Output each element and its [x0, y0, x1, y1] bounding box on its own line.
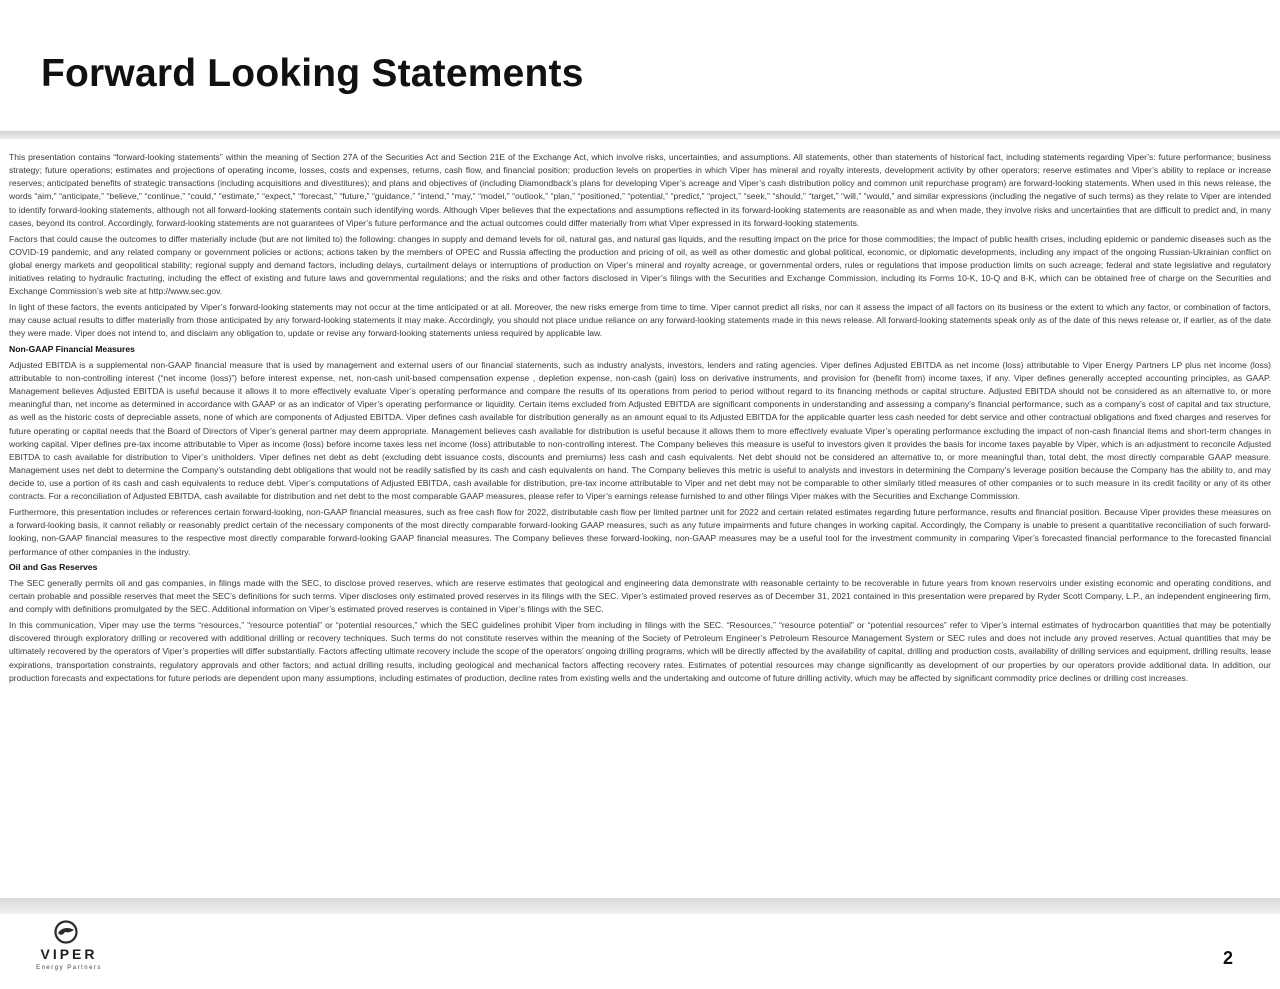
logo-wordmark: VIPER: [40, 946, 98, 962]
viper-logo: [28, 918, 110, 972]
header-divider: [0, 131, 1280, 139]
logo-subtext: Energy Partners: [36, 965, 102, 971]
reliance-paragraph: In light of these factors, the events anticipated by Viper’s forward-looking statements may not occur at the time anticipated or at all. Moreover, the new risks emerge from time to time. Viper cannot predict all risks, nor can it assess the impact of all factors on its business or the extent to which any factor, or combination of factors, may cause actual results to differ materially from those anticipated by any forward-looking statements it may make. Accordingly, you should not place undue reliance on any forward-looking statements made in this news release. All forward-looking statements speak only as of the date of this news release or, if earlier, as of the date they were made. Viper does not intend to, and disclaim any obligation to, update or revise any forward-looking statements unless required by applicable law.: [9, 301, 1271, 339]
non-gaap-heading: Non-GAAP Financial Measures: [9, 343, 135, 354]
page-title: Forward Looking Statements: [41, 52, 584, 95]
forward-non-gaap-paragraph: Furthermore, this presentation includes or references certain forward-looking, non-GAAP financial measures, such as free cash flow for 2022, distributable cash flow per limited partner unit for 2022 and certain related estimates regarding future performance, results and financial position. Because Viper provides these measures on a forward-looking basis, it cannot reliably or reasonably predict certain of the necessary components of the most directly comparable forward-looking GAAP measures, such as any future impairments and future changes in working capital. Accordingly, the Company is unable to present a quantitative reconciliation of such forward-looking, non-GAAP financial measures to the respective most directly comparable forward-looking GAAP financial measures. The Company believes these forward-looking, non-GAAP measures may be a useful tool for the investment community in comparing Viper’s forecasted financial performance to the forecasted financial performance of other companies in the industry.: [9, 507, 1271, 557]
risk-factors-paragraph: Factors that could cause the outcomes to differ materially include (but are not limited to) the following: changes in supply and demand levels for oil, natural gas, and natural gas liquids, and the resulting impact on the price for those commodities; the impact of public health crises, including epidemic or pandemic diseases such as the COVID-19 pandemic, and any related company or government policies or actions; actions taken by the members of OPEC and Russia affecting the production and pricing of oil, as well as other domestic and global political, economic, or diplomatic developments, including any impact of the ongoing Russian-Ukrainian conflict on global energy markets and geopolitical stability; regional supply and demand factors, including delays, curtailment delays or interruptions of production on Viper’s mineral and royalty acreage, or governmental orders, rules or regulations that impose production limits on such acreage; federal and state legislative and regulatory initiatives relating to hydraulic fracturing, including the effect of existing and future laws and governmental regulations; and the risks and other factors disclosed in Viper’s filings with the Securities and Exchange Commission, including its Forms 10-K, 10-Q and 8-K, which can be obtained free of charge on the Securities and Exchange Commission’s web site at http://www.sec.gov.: [9, 233, 1271, 297]
forward-looking-paragraph: This presentation contains “forward-looking statements” within the meaning of Section 27A of the Securities Act and Section 21E of the Exchange Act, which involve risks, uncertainties, and assumptions. All statements, other than statements of historical fact, including statements regarding Viper’s: future performance; business strategy; future operations; estimates and projections of operating income, losses, costs and expenses, returns, cash flow, and financial position; production levels on properties in which Viper has mineral and royalty interests, development activity by other operators; reserve estimates and Viper’s ability to replace or increase reserves; anticipated benefits of strategic transactions (including acquisitions and divestitures); and plans and objectives of (including Diamondback’s plans for developing Viper’s acreage and Viper’s cash distribution policy and common unit repurchase program) are forward-looking statements. When used in this news release, the words “aim,” “anticipate,” “believe,” “continue,” “could,” “estimate,” “expect,” “forecast,” “future,” “guidance,” “intend,” “may,” “model,” “outlook,” “plan,” “positioned,” “potential,” “predict,” “project,” “seek,” “should,” “target,” “will,” “would,” and similar expressions (including the negative of such terms) as they relate to Viper are intended to identify forward-looking statements, although not all forward-looking statements contain such identifying words. Although Viper believes that the expectations and assumptions reflected in its forward-looking statements are reasonable as and when made, they involve risks and uncertainties that are difficult to predict and, in many cases, beyond its control. Accordingly, forward-looking statements are not guarantees of Viper’s future performance and the actual outcomes could differ materially from what Viper expressed in its forward-looking statements.: [9, 152, 1271, 228]
page-number: 2: [1222, 948, 1233, 968]
viper-logo-mark: [28, 918, 110, 972]
oil-gas-reserves-heading: Oil and Gas Reserves: [9, 562, 98, 573]
disclaimer-body: [9, 151, 1271, 893]
footer-divider: [0, 898, 1280, 914]
sec-reserves-paragraph: The SEC generally permits oil and gas companies, in filings made with the SEC, to disclose proved reserves, which are reserve estimates that geological and engineering data demonstrate with reasonable certainty to be recoverable in future years from known reservoirs under existing economic and operating conditions, and certain probable and possible reserves that meet the SEC’s definitions for such terms. Viper discloses only estimated proved reserves in its filings with the SEC. Viper’s estimated proved reserves as of December 31, 2021 contained in this presentation were prepared by Ryder Scott Company, L.P., an independent engineering firm, and comply with definitions promulgated by the SEC. Additional information on Viper’s estimated proved reserves is contained in Viper’s filings with the SEC.: [9, 578, 1271, 615]
adjusted-ebitda-paragraph: Adjusted EBITDA is a supplemental non-GAAP financial measure that is used by management and external users of our financial statements, such as industry analysts, investors, lenders and rating agencies. Viper defines Adjusted EBITDA as net income (loss) attributable to Viper Energy Partners LP plus net income (loss) attributable to non-controlling interest (“net income (loss)”) before interest expense, net, non-cash unit-based compensation expense , depletion expense, non-cash (gain) loss on derivative instruments, and provision for (benefit from) income taxes, if any. Viper defines generally accepted accounting principles, as GAAP. Management believes Adjusted EBITDA is useful because it allows it to more effectively evaluate Viper’s operating performance and compare the results of its operations from period to period without regard to its financing methods or capital structure. Adjusted EBITDA should not be considered as an alternative to, or more meaningful than, net income as determined in accordance with GAAP or as an indicator of Viper’s operating performance or liquidity. Certain items excluded from Adjusted EBITDA are significant components in understanding and assessing a company’s financial performance, such as a company’s cost of capital and tax structure, as well as the historic costs of depreciable assets, none of which are components of Adjusted EBITDA. Viper defines cash available for distribution generally as an amount equal to its Adjusted EBITDA for the applicable quarter less cash needed for debt service and other contractual obligations and fixed charges and reserves for future operating or capital needs that the Board of Directors of Viper’s general partner may deem appropriate. Management believes cash available for distribution is useful because it allows them to more effectively evaluate Viper’s operating performance excluding the impact of non-cash financial items and short-term changes in working capital. Viper defines pre-tax income attributable to Viper as income (loss) before income taxes less net income (loss) attributable to non-controlling interest. The Company believes this measure is useful to investors given it provides the basis for income taxes payable by Viper, which is an adjustment to reconcile Adjusted EBITDA to cash available for distribution to Viper’s unitholders. Viper defines net debt as debt (excluding debt issuance costs, discounts and premiums) less cash and cash equivalents. Net debt should not be considered an alternative to, or more meaningful than, total debt, the most directly comparable GAAP measure. Management uses net debt to determine the Company’s outstanding debt obligations that would not be readily satisfied by its cash and cash equivalents on hand. The Company believes this metric is useful to analysts and investors in determining the Company’s leverage position because the Company has the ability to, and may decide to, use a portion of its cash and cash equivalents to reduce debt. Viper’s computations of Adjusted EBITDA, cash available for distribution, pre-tax income attributable to Viper and net debt may not be comparable to other similarly titled measures of other companies or to such measure in its credit facility or any of its other contracts. For a reconciliation of Adjusted EBITDA, cash available for distribution and net debt to the most comparable GAAP measures, please refer to Viper’s earnings release furnished to and other filings Viper makes with the Securities and Exchange Commission.: [9, 359, 1271, 502]
resources-paragraph: In this communication, Viper may use the terms “resources,” “resource potential” or “potential resources,” which the SEC guidelines prohibit Viper from including in filings with the SEC. “Resources,” “resource potential” or “potential resources” refer to Viper’s internal estimates of hydrocarbon quantities that may be potentially discovered through exploratory drilling or recovered with additional drilling or recovery techniques. Such terms do not constitute reserves within the meaning of the Society of Petroleum Engineer’s Petroleum Resource Management System or SEC rules and does not include any proved reserves. Actual quantities that may be ultimately recovered by the operators of Viper’s properties will differ substantially. Factors affecting ultimate recovery include the scope of the operators’ ongoing drilling programs, which will be directly affected by the availability of capital, drilling and production costs, availability of drilling services and equipment, drilling results, lease expirations, transportation constraints, regulatory approvals and other factors; and actual drilling results, including geological and mechanical factors affecting recovery rates. Estimates of potential resources may change significantly as development of our properties by our operators provide additional data. In addition, our production forecasts and expectations for future periods are dependent upon many assumptions, including estimates of production, decline rates from existing wells and the undertaking and outcome of future drilling activity, which may be affected by significant commodity price declines or drilling cost increases.: [9, 620, 1271, 683]
